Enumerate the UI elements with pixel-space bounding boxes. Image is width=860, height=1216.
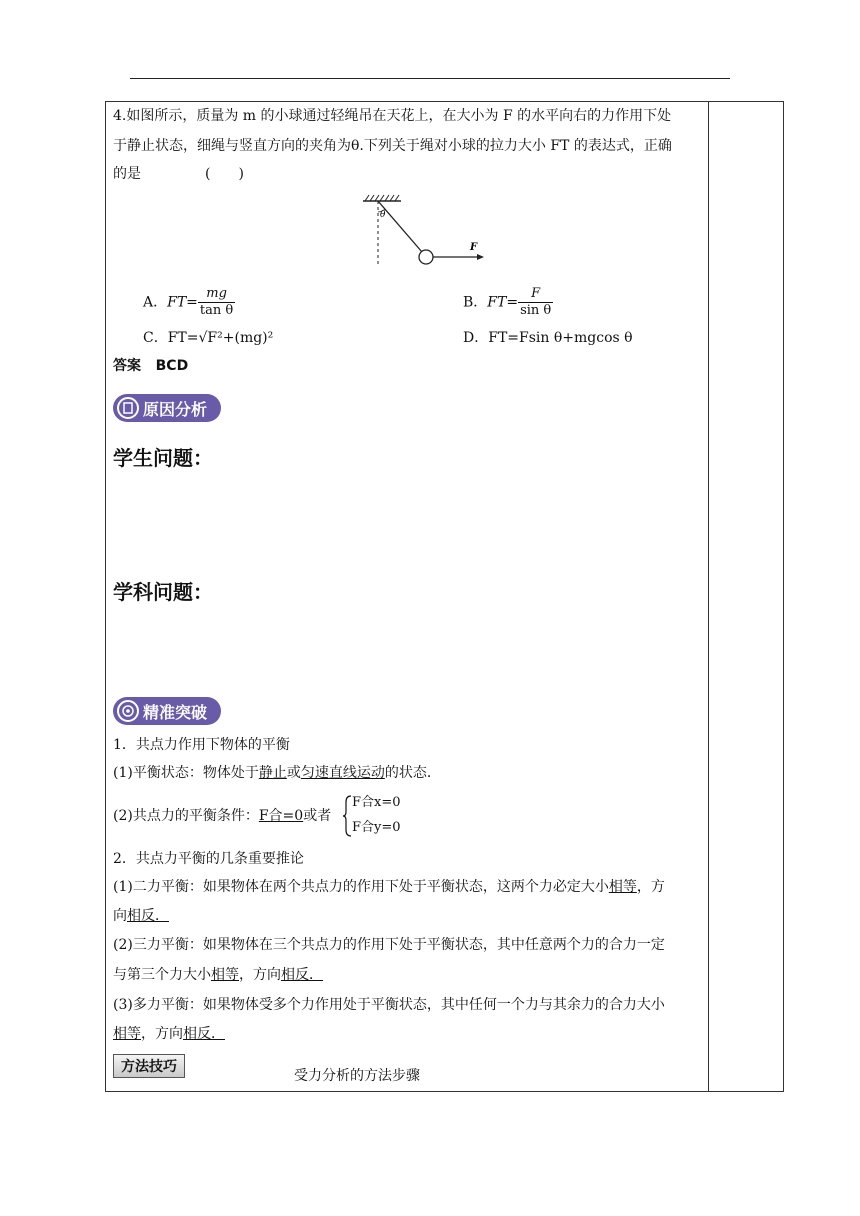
section-1-title: 1．共点力作用下物体的平衡 bbox=[113, 737, 290, 753]
pendulum-figure bbox=[355, 192, 495, 272]
section-2-para-3-line-1: (3)多力平衡：如果物体受多个力作用处于平衡状态，其中任何一个力与其余力的合力大小 bbox=[113, 997, 665, 1013]
document-icon bbox=[117, 397, 139, 419]
method-caption: 受力分析的方法步骤 bbox=[294, 1068, 420, 1084]
target-icon bbox=[117, 700, 139, 722]
section-2-para-2-line-1: (2)三力平衡：如果物体在三个共点力的作用下处于平衡状态，其中任意两个力的合力一定 bbox=[113, 937, 665, 953]
cause-analysis-badge bbox=[113, 394, 221, 422]
equation-brace bbox=[342, 794, 352, 838]
question-line-3: 的是 bbox=[113, 166, 141, 182]
breakthrough-label: 精准突破 bbox=[143, 702, 208, 722]
option-a: A．FT= $\frac{mg}{\text{tan θ}}$ bbox=[143, 286, 234, 318]
section-2-para-2-line-2: 与第三个力大小相等，方向相反． bbox=[113, 967, 323, 983]
breakthrough-badge bbox=[113, 697, 221, 725]
section-2-para-1-line-1: (1)二力平衡：如果物体在两个共点力的作用下处于平衡状态，这两个力必定大小相等，方 bbox=[113, 879, 665, 895]
subject-question-heading: 学科问题： bbox=[113, 580, 213, 604]
force-label: F bbox=[470, 242, 478, 253]
question-line-2: 于静止状态，细绳与竖直方向的夹角为θ.下列关于绳对小球的拉力大小 FT 的表达式，正确 bbox=[113, 138, 672, 154]
equation-x: F合x=0 bbox=[352, 795, 401, 810]
section-1-para-1: (1)平衡状态：物体处于静止或匀速直线运动的状态． bbox=[113, 765, 441, 781]
question-line-1: 4.如图所示，质量为 m 的小球通过轻绳吊在天花上，在大小为 F 的水平向右的力作用下处 bbox=[113, 108, 672, 124]
option-c: C．FT=√F²+(mg)² bbox=[143, 330, 274, 346]
equation-y: F合y=0 bbox=[352, 820, 401, 835]
section-2-para-1-line-2: 向相反． bbox=[113, 908, 169, 924]
section-1-para-2: (2)共点力的平衡条件：F合=0或者 bbox=[113, 808, 332, 824]
cause-analysis-label: 原因分析 bbox=[143, 399, 208, 419]
section-2-title: 2．共点力平衡的几条重要推论 bbox=[113, 851, 304, 867]
option-d: D．FT=Fsin θ+mgcos θ bbox=[463, 330, 633, 346]
section-2-para-3-line-2: 相等，方向相反． bbox=[113, 1026, 225, 1042]
answer: 答案 BCD bbox=[113, 358, 189, 374]
answer-paren: ( ) bbox=[205, 166, 244, 182]
theta-label: θ bbox=[380, 210, 386, 220]
student-question-heading: 学生问题： bbox=[113, 446, 213, 470]
column-divider bbox=[708, 102, 709, 1091]
option-b: B．FT= $\frac{F}{\text{sin θ}}$ bbox=[463, 286, 552, 318]
header-rule bbox=[130, 78, 730, 79]
method-tips-tag: 方法技巧 bbox=[113, 1054, 185, 1078]
